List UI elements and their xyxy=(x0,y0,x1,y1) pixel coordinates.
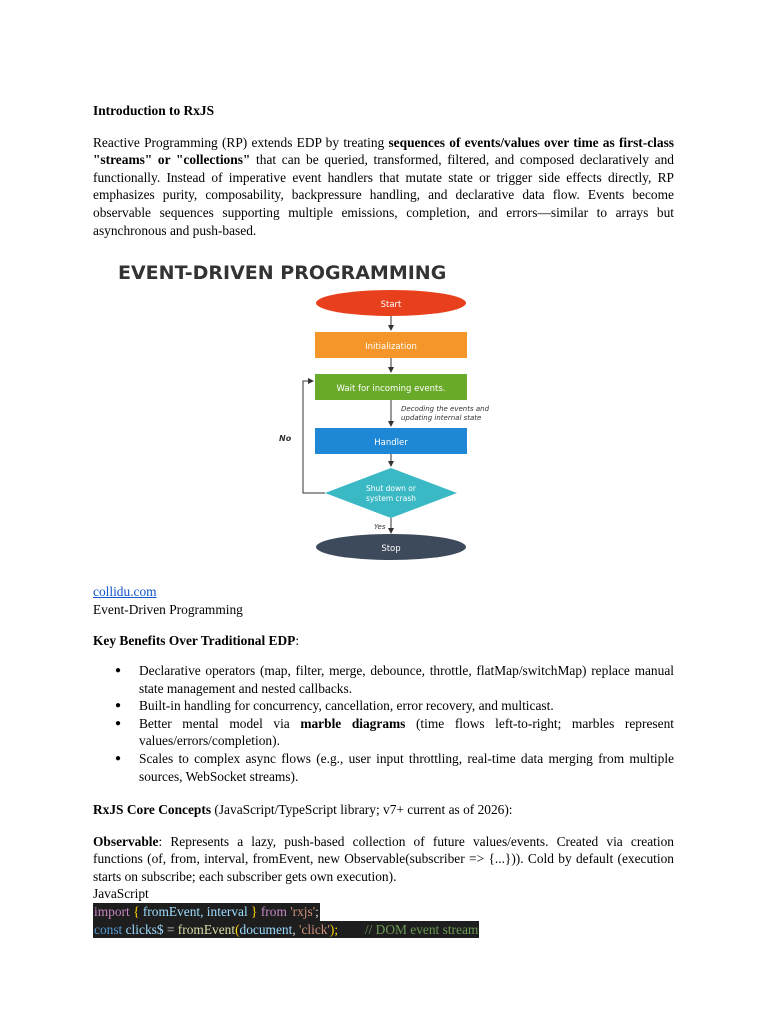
code-token: , xyxy=(292,921,300,937)
marble-text-c: (time flows left-to-right; marbles represent values/errors/completion). xyxy=(139,715,674,749)
edp-flowchart-figure xyxy=(93,257,674,589)
decode-note-1: Decoding the events and xyxy=(401,405,490,414)
intro-text-c: that can be queried, transformed, filtered, and composed declaratively and functionally. Instead of imperative event handlers that mutate state or trigger side effects directly, RP emphasizes purity, composability, backpressure handling, and declarative data flow. Events become observable sequences supporting multiple emissions, completion, and errors—similar to arrays but asynchronous and push-based. xyxy=(93,152,674,238)
marble-text-a: Better mental model via xyxy=(139,715,301,731)
code-token: { xyxy=(129,904,143,920)
list-item: ● Built-in handling for concurrency, cancellation, error recovery, and multicast. xyxy=(139,697,674,715)
code-token: ); xyxy=(329,921,339,937)
code-token: ( xyxy=(235,921,240,937)
yes-label: Yes xyxy=(374,523,386,532)
code-token: = xyxy=(163,921,178,937)
code-language-label: JavaScript xyxy=(93,886,149,902)
benefits-list xyxy=(93,662,674,785)
observable-label: Observable xyxy=(93,833,159,849)
benefits-heading-line xyxy=(93,632,674,650)
code-token: // DOM event stream xyxy=(338,921,479,937)
list-item xyxy=(139,715,674,750)
intro-text-bold: sequences of events/values over time as first-class "streams" or "collections" xyxy=(93,134,674,168)
intro-heading: Introduction to RxJS xyxy=(93,103,215,118)
flowchart-svg xyxy=(93,257,674,589)
stop-label: Stop xyxy=(381,544,401,555)
figure-title: EVENT-DRIVEN PROGRAMMING xyxy=(118,262,447,285)
benefits-heading: Key Benefits Over Traditional EDP xyxy=(93,633,296,649)
code-token: 'rxjs' xyxy=(286,904,316,920)
observable-paragraph xyxy=(93,833,674,886)
no-label: No xyxy=(279,434,292,444)
shutdown-label-1: Shut down or xyxy=(366,484,416,494)
code-line-1 xyxy=(93,903,320,921)
observable-text: : Represents a lazy, push-based collection of future values/events. Created via creation functions (of, from, interval, fromEvent, new Observable(subscriber => {...})). Cold by default (execution starts on subscribe; each subscriber gets own execution). xyxy=(93,833,674,884)
figure-caption: Event-Driven Programming xyxy=(93,601,243,617)
code-token: ; xyxy=(315,904,319,920)
core-heading-rest: (JavaScript/TypeScript library; v7+ current as of 2026): xyxy=(211,802,513,818)
code-token: } xyxy=(247,904,261,920)
code-token: from xyxy=(260,904,287,920)
intro-paragraph xyxy=(93,134,674,240)
code-token: const xyxy=(94,921,123,937)
shutdown-label-2: system crash xyxy=(366,494,416,504)
marble-text-bold: marble diagrams xyxy=(300,715,406,731)
code-token: fromEvent, interval xyxy=(142,904,248,920)
wait-label: Wait for incoming events. xyxy=(336,384,446,395)
decode-note-2: updating internal state xyxy=(401,414,482,423)
start-label: Start xyxy=(380,300,402,311)
handler-label: Handler xyxy=(374,438,408,449)
code-token: fromEvent xyxy=(177,921,236,937)
core-heading-line xyxy=(93,801,674,819)
content xyxy=(93,102,674,938)
intro-text-a: Reactive Programming (RP) extends EDP by treating xyxy=(93,134,389,150)
code-token: import xyxy=(94,904,130,920)
source-link[interactable]: collidu.com xyxy=(93,584,157,600)
code-token: 'click' xyxy=(299,921,330,937)
core-heading: RxJS Core Concepts xyxy=(93,802,212,818)
list-item: ● Declarative operators (map, filter, merge, debounce, throttle, flatMap/switchMap) replace manual state management and nested callbacks. xyxy=(139,662,674,697)
shutdown-decision-node xyxy=(325,468,457,518)
code-token: clicks$ xyxy=(122,921,164,937)
list-item: ● Scales to complex async flows (e.g., user input throttling, real-time data merging from multiple sources, WebSocket streams). xyxy=(139,750,674,785)
init-label: Initialization xyxy=(365,342,417,353)
code-line-2 xyxy=(93,921,479,939)
code-token: document xyxy=(239,921,293,937)
benefits-colon: : xyxy=(295,633,300,649)
code-block xyxy=(93,903,674,938)
